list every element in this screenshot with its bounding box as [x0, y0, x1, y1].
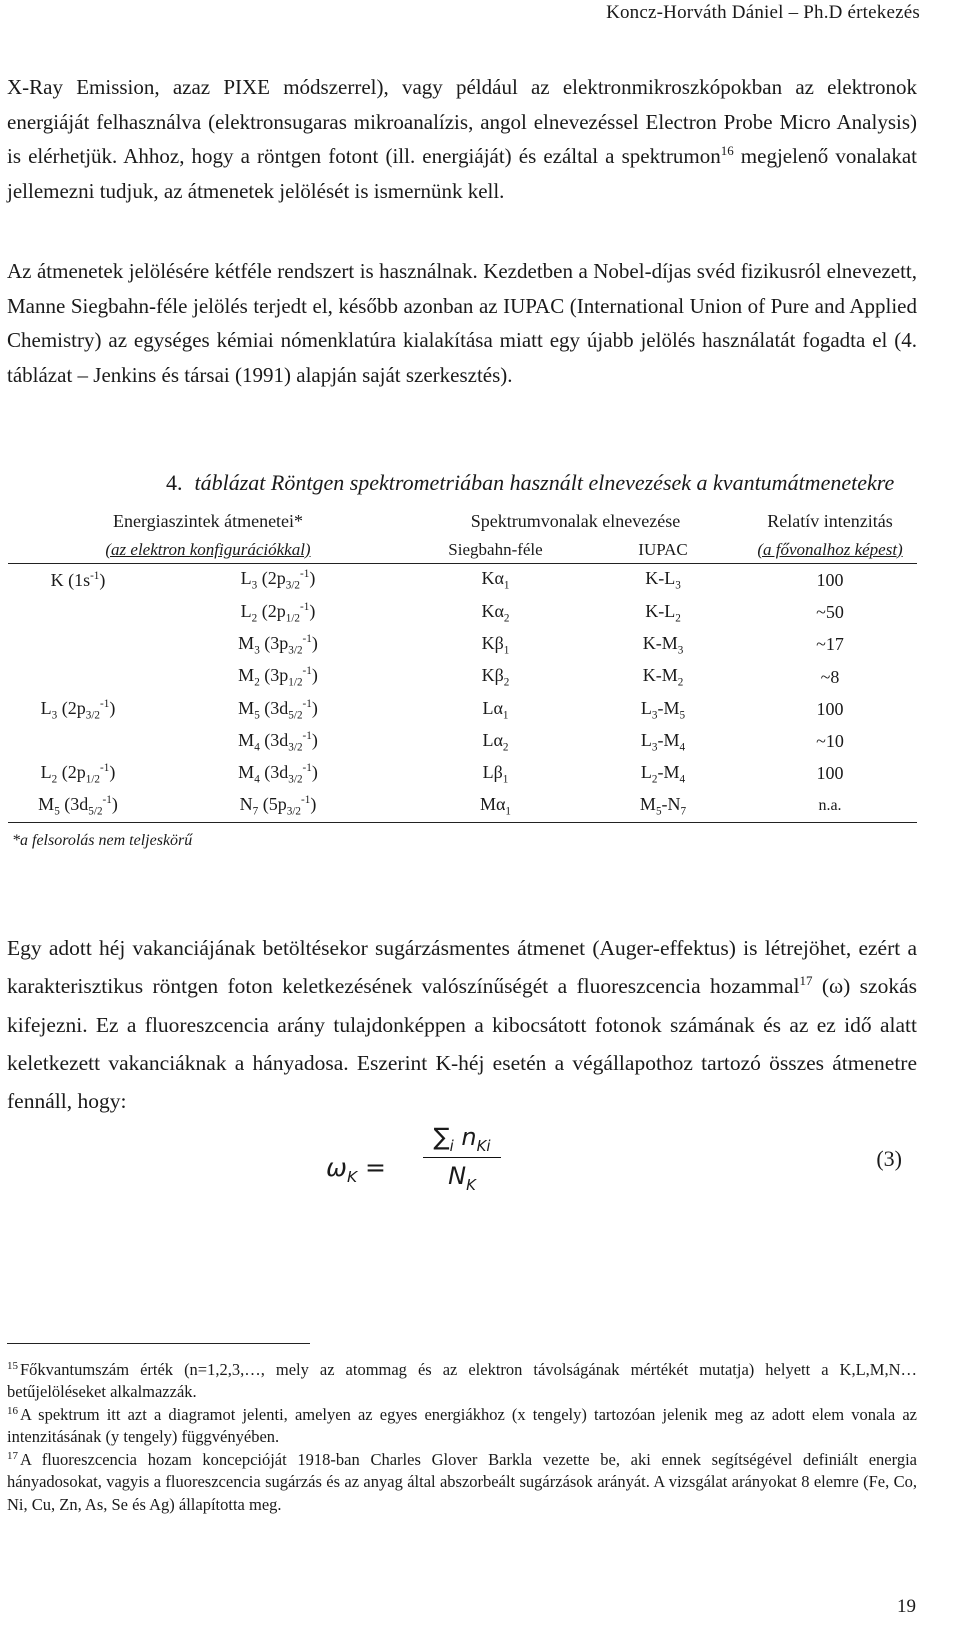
- header-energy-levels: Energiaszintek átmenetei*: [112, 510, 304, 531]
- table-row: [8, 596, 917, 628]
- cell-initial-level: $L_3$ $(2p_{3/2}^{-1})$: [40, 697, 116, 722]
- footnote-marker: 17: [7, 1449, 18, 1462]
- footnote-ref-17[interactable]: 17: [799, 973, 813, 989]
- cell-iupac: $M_5-N_7$: [639, 794, 687, 819]
- cell-intensity: ~17: [816, 634, 844, 655]
- cell-intensity: 100: [816, 698, 844, 719]
- cell-siegbahn: $L\alpha_1$: [482, 697, 509, 722]
- cell-initial-level: [8, 629, 148, 661]
- cell-iupac: $K-M_2$: [642, 665, 684, 689]
- cell-final-level: $N_7$ $(5p_{3/2}^{-1})$: [239, 794, 317, 819]
- cell-siegbahn: $K\alpha_2$: [481, 600, 510, 625]
- cell-iupac: $L_2-M_4$: [640, 762, 686, 786]
- header-relative-main-line: (a fővonalhoz képest): [757, 539, 903, 559]
- cell-iupac: $K-L_2$: [645, 600, 681, 625]
- cell-intensity: 100: [816, 569, 844, 590]
- cell-iupac: $L_3-M_4$: [640, 729, 686, 754]
- equation-fraction: [423, 1123, 501, 1194]
- cell-siegbahn: $K\beta_2$: [481, 665, 510, 689]
- cell-final-level: $M_5$ $(3d_{5/2}^{-1})$: [238, 697, 318, 722]
- cell-iupac: $L_3-M_5$: [640, 697, 686, 722]
- header-iupac: IUPAC: [638, 539, 688, 559]
- cell-iupac: $K-M_3$: [642, 632, 684, 657]
- footnote-15: [7, 1359, 917, 1404]
- table-row: [8, 758, 917, 790]
- table-row: [8, 790, 917, 823]
- paragraph-1-text: X-Ray Emission, azaz PIXE módszerrel), vagy például az elektronmikroszkópokban az elektronok energiáját felhasználva (elektronsugaras mikroanalízis, angol elnevezéssel Electron Probe Micro Analysis) is elérhetjük. Ahhoz, hogy a röntgen fotont (ill. energiáját) és ezáltal a spektrumon: [7, 75, 917, 168]
- paragraph-3: [7, 929, 917, 1120]
- cell-final-level: $L_3$ $(2p_{3/2}^{-1})$: [240, 568, 316, 592]
- cell-siegbahn: $L\alpha_2$: [482, 729, 509, 754]
- paragraph-3-text-cont: (ω) szokás kifejezni. Ez a fluoreszcencia arány tulajdonképpen a kibocsátott fotonok számának és az ez idő alatt keletkezett vakanciáknak a hányadosa. Eszerint K-héj esetén a végállapothoz tartozó összes átmenetre fennáll, hogy:: [7, 974, 917, 1114]
- equation-numerator: $\sum_i$ $n_{Ki}$: [423, 1123, 501, 1158]
- cell-final-level: $M_4$ $(3d_{3/2}^{-1})$: [238, 729, 318, 754]
- table-caption-number: 4.: [166, 470, 183, 495]
- header-electron-config: (az elektron konfigurációkkal): [105, 539, 311, 559]
- cell-intensity: ~10: [816, 731, 844, 752]
- equation-lhs: $\omega_K$ =: [326, 1153, 387, 1186]
- cell-initial-level: [8, 596, 148, 628]
- footnote-separator: [7, 1343, 310, 1344]
- cell-intensity: ~8: [820, 666, 840, 687]
- cell-initial-level: $L_2$ $(2p_{1/2}^{-1})$: [40, 762, 116, 786]
- paragraph-1-text-cont: megjelenő vonalakat jellemezni tudjuk, az átmenetek jelölését is ismernünk kell.: [7, 144, 917, 203]
- footnote-marker: 16: [7, 1404, 18, 1417]
- equation-denominator: $N_K$: [448, 1161, 476, 1194]
- cell-intensity: ~50: [816, 601, 844, 622]
- table-row: [8, 661, 917, 693]
- cell-final-level: $M_3$ $(3p_{3/2}^{-1})$: [238, 632, 318, 657]
- cell-final-level: $L_2$ $(2p_{1/2}^{-1})$: [240, 600, 316, 625]
- cell-siegbahn: $M\alpha_1$: [479, 794, 511, 819]
- cell-initial-level: [8, 661, 148, 693]
- table-row: [8, 629, 917, 661]
- cell-final-level: $M_2$ $(3p_{1/2}^{-1})$: [238, 665, 318, 689]
- cell-initial-level: K $(1s^{-1})$: [50, 569, 106, 590]
- cell-siegbahn: $K\beta_1$: [481, 632, 510, 657]
- paragraph-3-text: Egy adott héj vakanciájának betöltésekor sugárzásmentes átmenet (Auger-effektus) is létrejöhet, ezért a karakterisztikus röntgen foton keletkezésének valószínűségét a fluoreszcencia hozammal: [7, 936, 917, 999]
- footnote-16: [7, 1404, 917, 1449]
- table-caption: [166, 470, 894, 496]
- cell-iupac: $K-L_3$: [645, 568, 681, 592]
- paragraph-1: [7, 70, 917, 208]
- footnote-text: A fluoreszcencia hozam koncepcióját 1918-ban Charles Glover Barkla vezette be, aki ennek segítségével definiált energia hányadosokat, vagyis a fluoreszcencia sugárzás és az anyag által abszorbeált sugárzások arányát. A vizsgálat arányokat 8 elemre (Fe, Co, Ni, Cu, Zn, As, Se és Ag) állapította meg.: [7, 1450, 917, 1514]
- table-header-row: [8, 506, 917, 536]
- table-row: [8, 725, 917, 757]
- cell-intensity: 100: [816, 763, 844, 784]
- running-header: Koncz-Horváth Dániel – Ph.D értekezés: [606, 2, 920, 23]
- table-row: [8, 693, 917, 725]
- cell-initial-level: [8, 725, 148, 757]
- table-caption-text: táblázat Röntgen spektrometriában használt elnevezések a kvantumátmenetekre: [194, 470, 895, 495]
- cell-intensity: n.a.: [818, 797, 842, 815]
- table-row: [8, 564, 917, 597]
- page-number: 19: [897, 1596, 916, 1617]
- transition-table: [8, 506, 917, 823]
- footnote-text: A spektrum itt azt a diagramot jelenti, amelyen az egyes energiákhoz (x tengely) tartozóan jelenik meg az adott elem vonala az intenzitásának (y tengely) függvényében.: [7, 1405, 917, 1447]
- header-spectral-lines: Spektrumvonalak elnevezése: [470, 510, 681, 531]
- table-subheader-row: [8, 536, 917, 564]
- paragraph-2: Az átmenetek jelölésére kétféle rendszert is használnak. Kezdetben a Nobel-díjas svéd fizikusról elnevezett, Manne Siegbahn-féle jelölés terjedt el, később azonban az IUPAC (International Union of Pure and Applied Chemistry) az egységes kémiai nómenklatúra kialakítása miatt egy újabb jelölés használatát fogadta el (4. táblázat – Jenkins és társai (1991) alapján saját szerkesztés).: [7, 259, 917, 387]
- footnote-text: Főkvantumszám érték (n=1,2,3,…, mely az atommag és az elektron távolságának mértékét mutatja) helyett a K,L,M,N… betűjelöléseket alkalmazzák.: [7, 1360, 917, 1402]
- cell-siegbahn: $L\beta_1$: [482, 762, 509, 786]
- cell-final-level: $M_4$ $(3d_{3/2}^{-1})$: [238, 762, 318, 786]
- footnote-17: [7, 1449, 917, 1516]
- cell-initial-level: $M_5$ $(3d_{5/2}^{-1})$: [38, 794, 118, 819]
- cell-siegbahn: $K\alpha_1$: [481, 568, 510, 592]
- footnote-marker: 15: [7, 1359, 18, 1372]
- table-note: *a felsorolás nem teljeskörű: [12, 832, 193, 849]
- header-siegbahn: Siegbahn-féle: [448, 539, 543, 559]
- footnote-ref-16[interactable]: 16: [720, 143, 734, 158]
- header-relative-intensity: Relatív intenzitás: [767, 510, 893, 531]
- equation-number: (3): [876, 1146, 902, 1171]
